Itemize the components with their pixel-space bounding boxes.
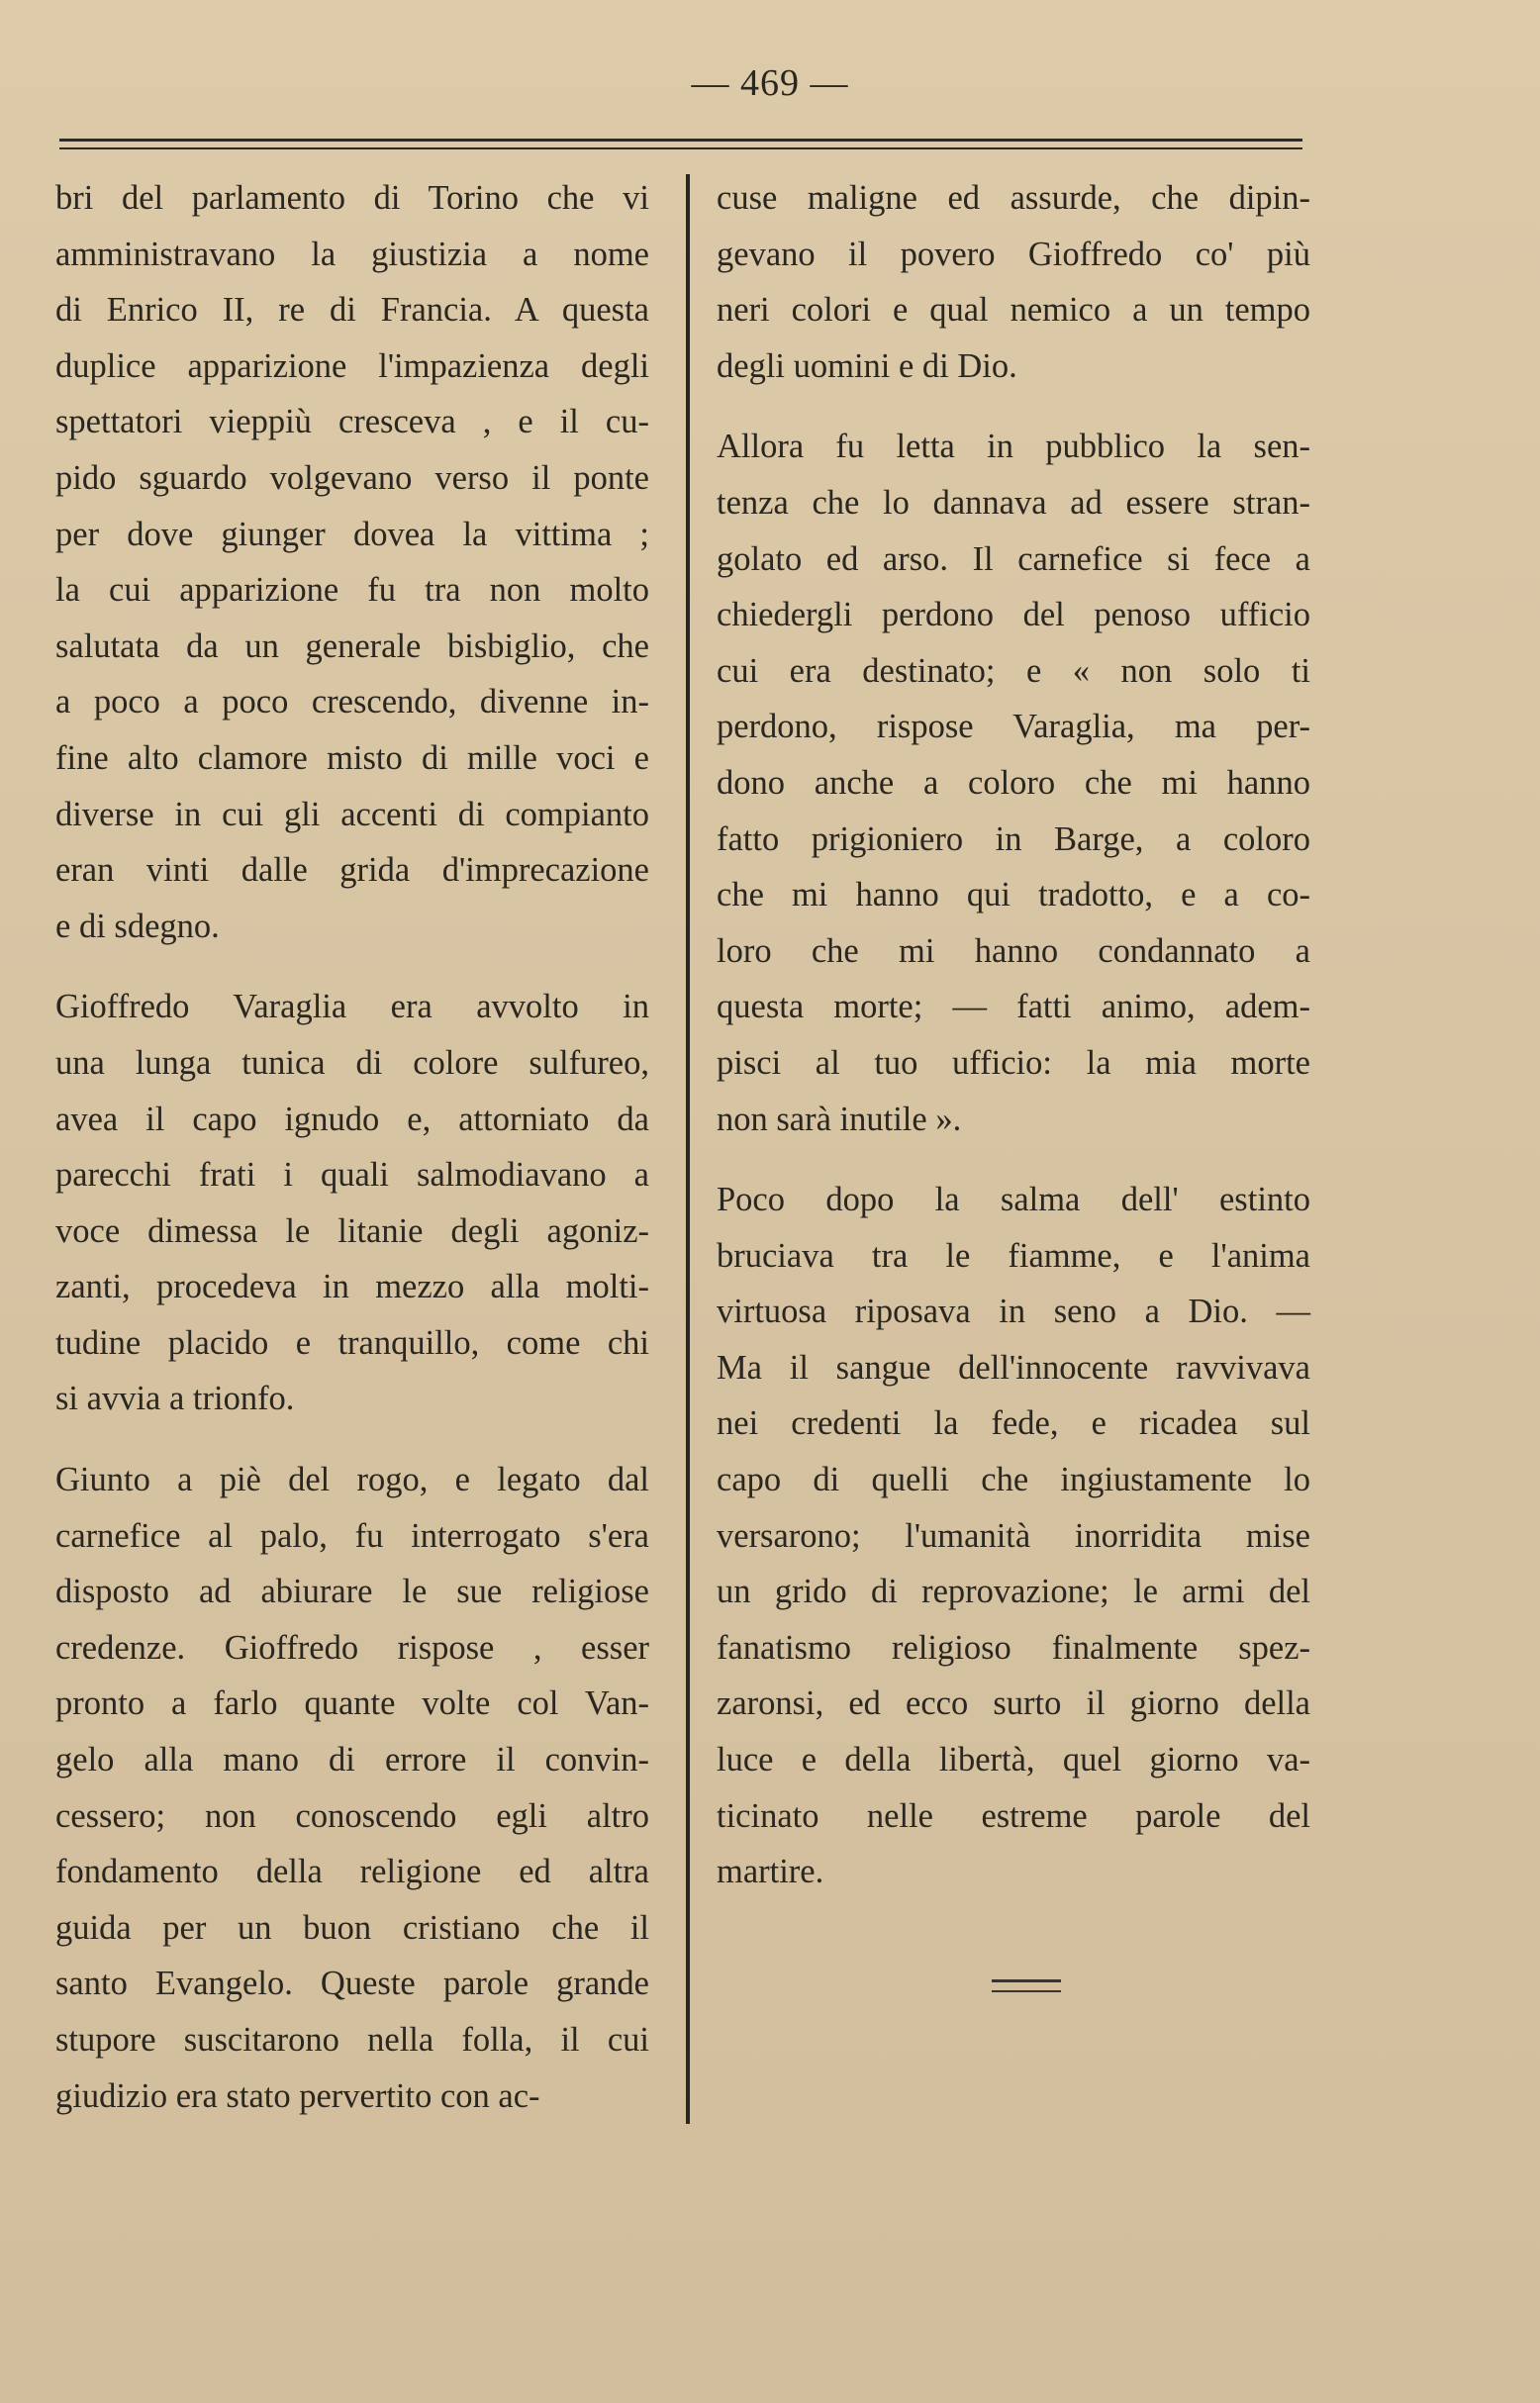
text-line: fatto prigioniero in Barge, a coloro (717, 819, 1310, 858)
text-line: gevano il povero Gioffredo co' più (717, 235, 1310, 273)
text-line: degli uomini e di Dio. (717, 346, 1017, 385)
text-line: fondamento della religione ed altra (55, 1853, 649, 1891)
text-line: carnefice al palo, fu interrogato s'era (55, 1516, 649, 1555)
text-line: non sarà inutile ». (717, 1100, 962, 1138)
text-line: di Enrico II, re di Francia. A questa (55, 291, 649, 330)
text-line: disposto ad abiurare le sue religiose (55, 1573, 649, 1611)
text-line: fine alto clamore misto di mille voci e (55, 738, 649, 777)
text-line: bri del parlamento di Torino che vi (55, 179, 649, 217)
end-ornament (992, 1979, 1061, 1992)
text-line: amministravano la giustizia a nome (55, 235, 649, 273)
text-line: che mi hanno qui tradotto, e a co- (717, 876, 1310, 914)
text-line: golato ed arso. Il carnefice si fece a (717, 539, 1310, 578)
text-line: virtuosa riposava in seno a Dio. — (717, 1293, 1310, 1331)
paragraph-gap (717, 394, 1310, 419)
text-line: questa morte; — fatti animo, adem- (717, 988, 1310, 1026)
text-line: zaronsi, ed ecco surto il giorno della (717, 1684, 1310, 1723)
paragraph (55, 1452, 649, 2124)
text-line: pisci al tuo ufficio: la mia morte (717, 1043, 1310, 1082)
text-line: capo di quelli che ingiustamente lo (717, 1461, 1310, 1499)
text-line: perdono, rispose Varaglia, ma per- (717, 708, 1310, 746)
text-line: per dove giunger dovea la vittima ; (55, 515, 649, 553)
text-line: a poco a poco crescendo, divenne in- (55, 683, 649, 721)
text-line: eran vinti dalle grida d'imprecazione (55, 851, 649, 890)
text-line: duplice apparizione l'impazienza degli (55, 346, 649, 385)
text-line: gelo alla mano di errore il convin- (55, 1741, 649, 1779)
text-line: guida per un buon cristiano che il (55, 1908, 649, 1947)
text-line: spettatori vieppiù cresceva , e il cu- (55, 403, 649, 441)
text-line: Poco dopo la salma dell' estinto (717, 1181, 1310, 1219)
text-line: credenze. Gioffredo rispose , esser (55, 1628, 649, 1667)
text-line: fanatismo religioso finalmente spez- (717, 1628, 1310, 1667)
text-line: luce e della libertà, quel giorno va- (717, 1741, 1310, 1779)
text-line: parecchi frati i quali salmodiavano a (55, 1156, 649, 1195)
text-line: la cui apparizione fu tra non molto (55, 571, 649, 610)
paragraph (717, 1172, 1310, 1900)
text-line: bruciava tra le fiamme, e l'anima (717, 1236, 1310, 1275)
text-line: una lunga tunica di colore sulfureo, (55, 1043, 649, 1082)
text-line: giudizio era stato pervertito con ac- (55, 2076, 540, 2115)
text-line: zanti, procedeva in mezzo alla molti- (55, 1268, 649, 1306)
text-line: dono anche a coloro che mi hanno (717, 763, 1310, 802)
text-line: versarono; l'umanità inorridita mise (717, 1516, 1310, 1555)
paragraph (55, 170, 649, 954)
text-line: cuse maligne ed assurde, che dipin- (717, 179, 1310, 217)
text-line: chiedergli perdono del penoso ufficio (717, 596, 1310, 634)
text-line: Allora fu letta in pubblico la sen- (717, 428, 1310, 466)
text-line: e di sdegno. (55, 907, 220, 945)
text-line: voce dimessa le litanie degli agoniz- (55, 1211, 649, 1250)
text-line: martire. (717, 1853, 824, 1891)
text-line: ticinato nelle estreme parole del (717, 1796, 1310, 1835)
text-line: tenza che lo dannava ad essere stran- (717, 483, 1310, 522)
left-column (55, 170, 649, 2124)
text-line: diverse in cui gli accenti di compianto (55, 795, 649, 833)
text-line: un grido di reprovazione; le armi del (717, 1573, 1310, 1611)
paragraph (717, 170, 1310, 394)
text-line: santo Evangelo. Queste parole grande (55, 1965, 649, 2003)
text-line: pronto a farlo quante volte col Van- (55, 1684, 649, 1723)
text-line: avea il capo ignudo e, attorniato da (55, 1100, 649, 1138)
paragraph (55, 979, 649, 1427)
text-line: cui era destinato; e « non solo ti (717, 651, 1310, 690)
text-line: tudine placido e tranquillo, come chi (55, 1323, 649, 1362)
page-number: — 469 — (691, 62, 849, 104)
text-line: cessero; non conoscendo egli altro (55, 1796, 649, 1835)
text-line: neri colori e qual nemico a un tempo (717, 291, 1310, 330)
paragraph-gap (55, 1427, 649, 1452)
paragraph-gap (55, 954, 649, 979)
text-line: loro che mi hanno condannato a (717, 931, 1310, 970)
text-line: nei credenti la fede, e ricadea sul (717, 1404, 1310, 1443)
text-line: si avvia a trionfo. (55, 1380, 295, 1418)
header-rule (59, 139, 1302, 149)
text-line: pido sguardo volgevano verso il ponte (55, 458, 649, 497)
text-line: Giunto a piè del rogo, e legato dal (55, 1461, 649, 1499)
column-divider (686, 174, 690, 2124)
text-line: stupore suscitarono nella folla, il cui (55, 2021, 649, 2059)
paragraph (717, 419, 1310, 1147)
text-line: Ma il sangue dell'innocente ravvivava (717, 1348, 1310, 1387)
text-line: Gioffredo Varaglia era avvolto in (55, 988, 649, 1026)
right-column (717, 170, 1310, 1900)
paragraph-gap (717, 1147, 1310, 1172)
text-line: salutata da un generale bisbiglio, che (55, 626, 649, 665)
